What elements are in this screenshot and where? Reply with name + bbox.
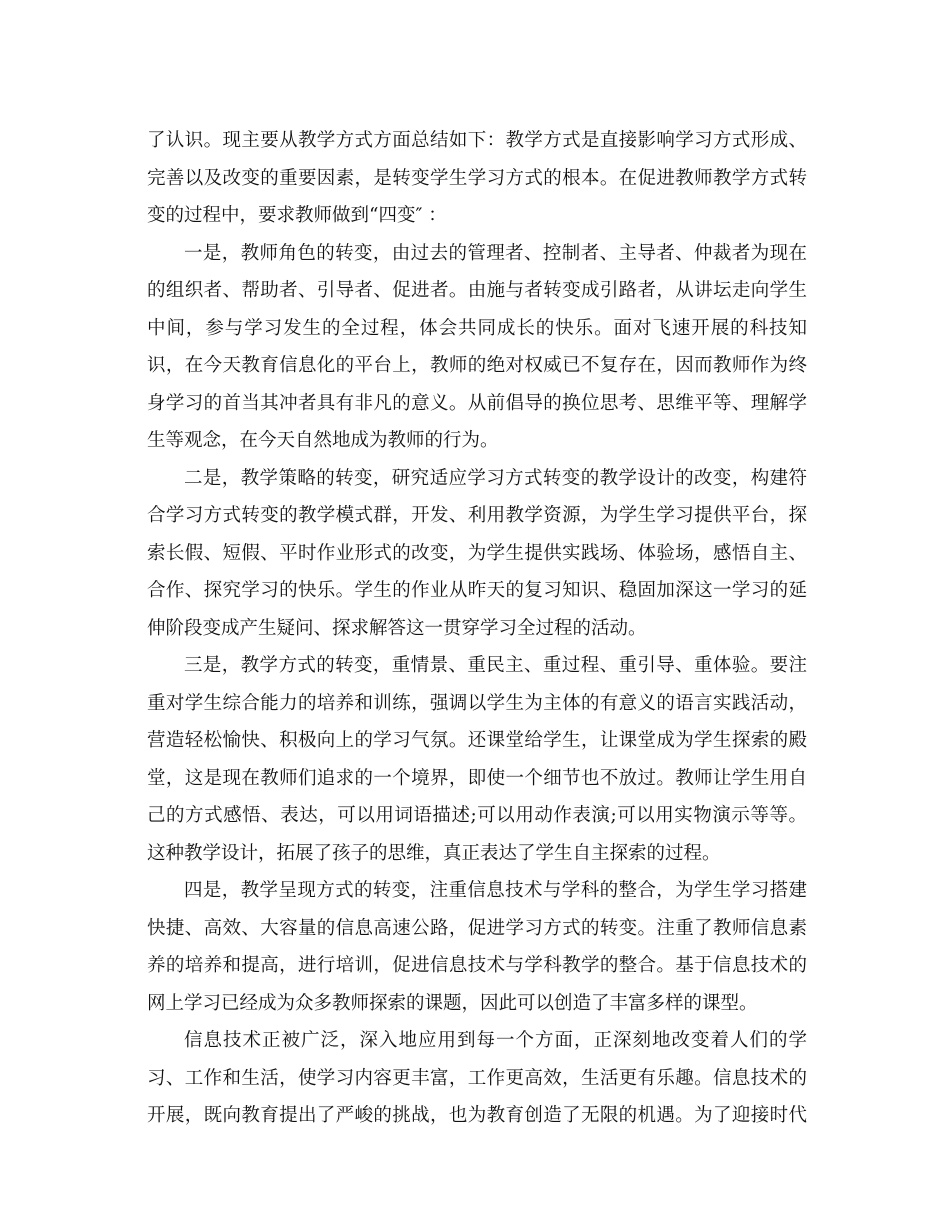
text-line: 身学习的首当其冲者具有非凡的意义。从前倡导的换位思考、思维平等、理解学: [147, 392, 807, 414]
document-body: [147, 122, 807, 1135]
text-line: 营造轻松愉快、积极向上的学习气氛。还课堂给学生，让课堂成为学生探索的殿: [147, 730, 807, 751]
text-line: 四是，教学呈现方式的转变，注重信息技术与学科的整合，为学生学习搭建: [184, 880, 807, 901]
text-line: 变的过程中，要求教师做到“四变″ ：: [147, 205, 447, 226]
text-line: 识，在今天教育信息化的平台上，教师的绝对权威已不复存在，因而教师作为终: [147, 355, 807, 376]
text-line: 堂，这是现在教师们追求的一个境界，即使一个细节也不放过。教师让学生用自: [147, 767, 807, 789]
text-line: 这种教学设计，拓展了孩子的思维，真正表达了学生自主探索的过程。: [147, 842, 721, 864]
text-line: 信息技术正被广泛，深入地应用到每一个方面，正深刻地改变着人们的学: [184, 1030, 807, 1051]
text-line: 索长假、短假、平时作业形式的改变，为学生提供实践场、体验场，感悟自主、: [147, 542, 807, 564]
text-line: 合学习方式转变的教学模式群，开发、利用教学资源，为学生学习提供平台，探: [147, 505, 807, 526]
text-line: 习、工作和生活，使学习内容更丰富，工作更高效，生活更有乐趣。信息技术的: [147, 1067, 807, 1089]
text-line: 养的培养和提高，进行培训，促进信息技术与学科教学的整合。基于信息技术的: [147, 955, 807, 976]
text-line: 开展，既向教育提出了严峻的挑战，也为教育创造了无限的机遇。为了迎接时代: [147, 1105, 807, 1126]
text-line: 的组织者、帮助者、引导者、促进者。由施与者转变成引路者，从讲坛走向学生: [147, 280, 807, 301]
text-line: 合作、探究学习的快乐。学生的作业从昨天的复习知识、稳固加深这一学习的延: [147, 580, 807, 601]
text-line: 网上学习已经成为众多教师探索的课题，因此可以创造了丰富多样的课型。: [147, 992, 758, 1014]
text-line: 快捷、高效、大容量的信息高速公路，促进学习方式的转变。注重了教师信息素: [147, 917, 807, 939]
text-line: 三是，教学方式的转变，重情景、重民主、重过程、重引导、重体验。要注: [184, 655, 807, 676]
text-line: 己的方式感悟、表达，可以用词语描述;可以用动作表演;可以用实物演示等等。: [147, 805, 807, 826]
text-line: 了认识。现主要从教学方式方面总结如下：教学方式是直接影响学习方式形成、: [147, 130, 807, 151]
text-line: 二是，教学策略的转变，研究适应学习方式转变的教学设计的改变，构建符: [184, 467, 807, 489]
text-line: 重对学生综合能力的培养和训练，强调以学生为主体的有意义的语言实践活动，: [147, 692, 807, 714]
text-line: 中间，参与学习发生的全过程，体会共同成长的快乐。面对飞速开展的科技知: [147, 317, 807, 339]
text-line: 完善以及改变的重要因素，是转变学生学习方式的根本。在促进教师教学方式转: [147, 167, 807, 189]
text-line: 伸阶段变成产生疑问、探求解答这一贯穿学习全过程的活动。: [147, 617, 647, 639]
text-line: 生等观念，在今天自然地成为教师的行为。: [147, 430, 499, 451]
text-line: 一是，教师角色的转变，由过去的管理者、控制者、主导者、仲裁者为现在: [184, 242, 807, 264]
